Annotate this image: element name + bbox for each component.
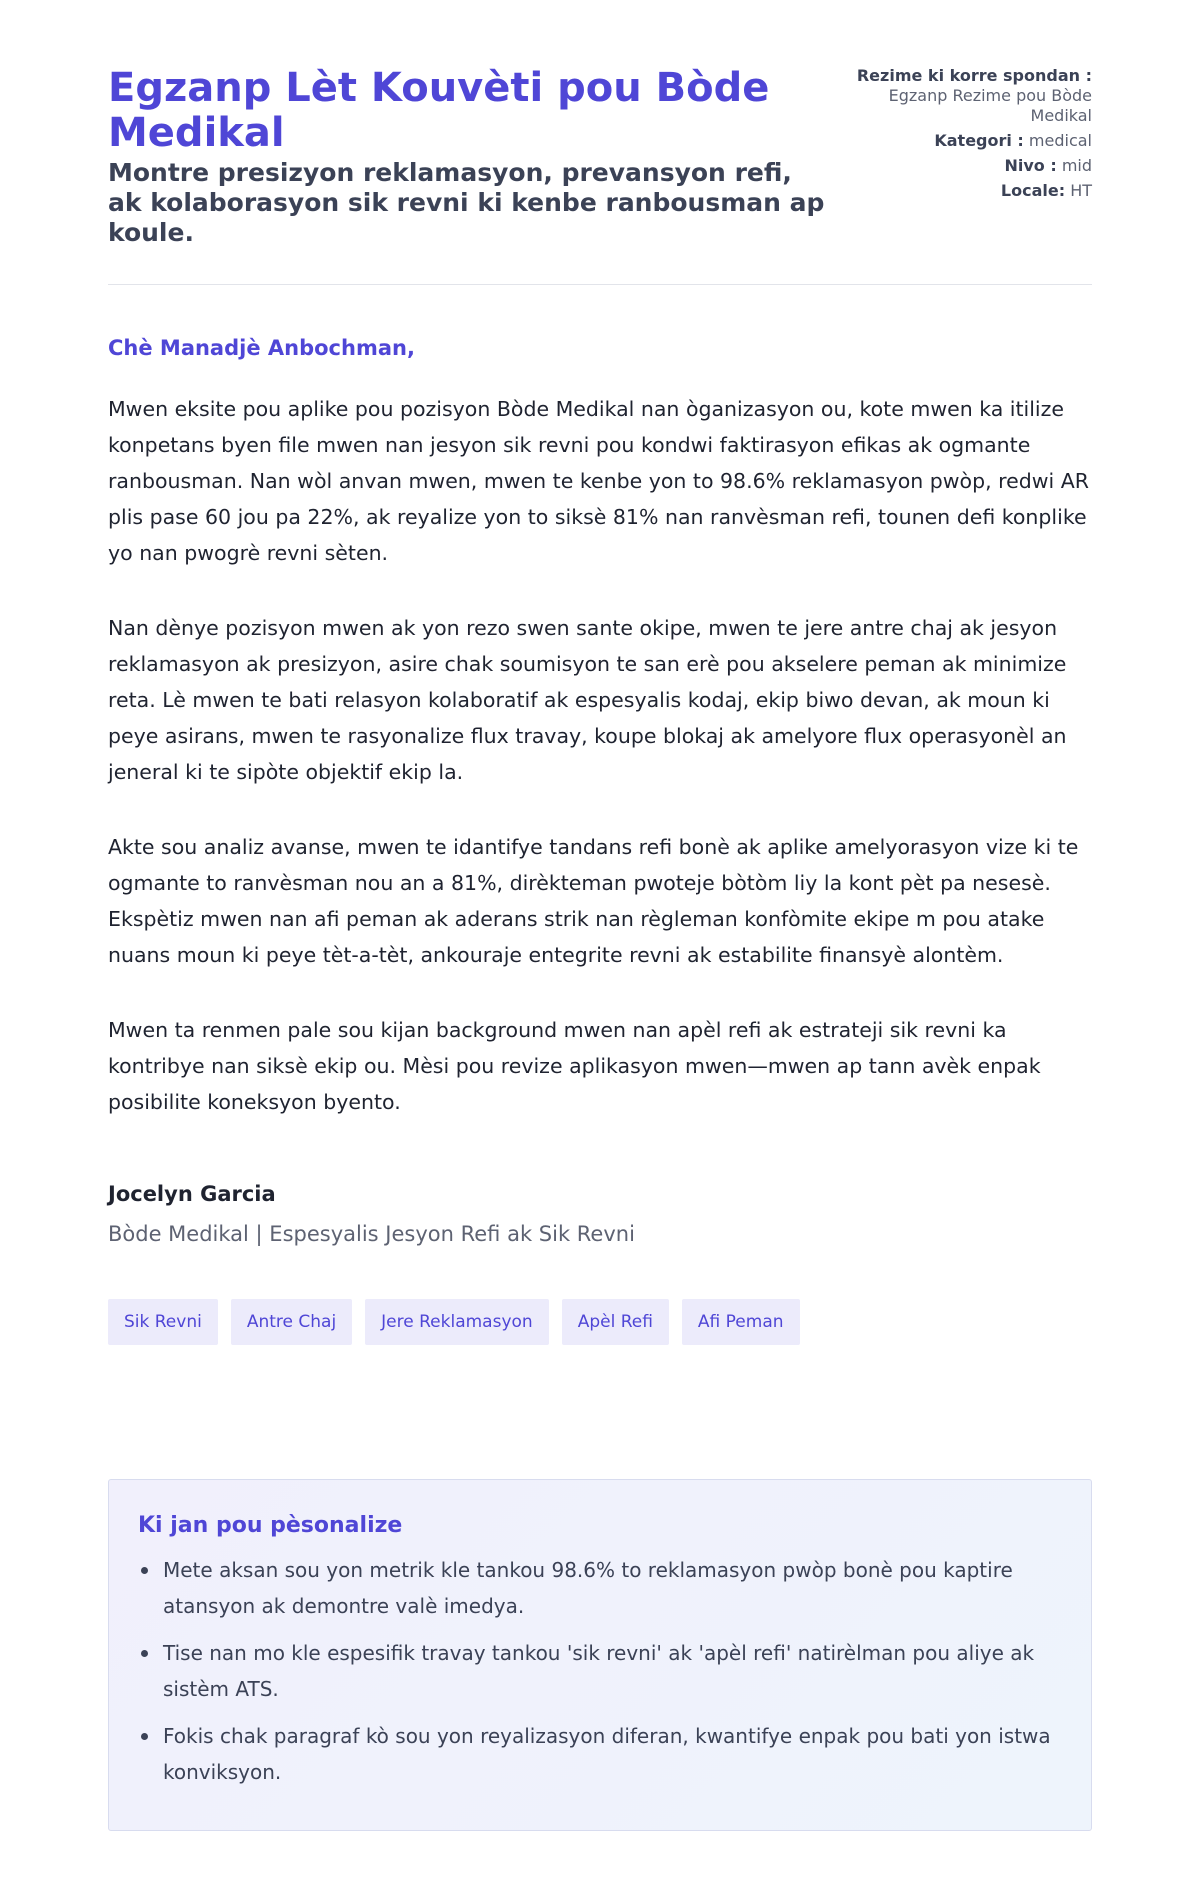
letter-paragraph: Mwen ta renmen pale sou kijan background mwen nan apèl refi ak estrateji sik revni ka kontribye nan siksè ekip ou. Mèsi pou revize aplikasyon mwen—mwen ap tann avèk enpak posibilite koneksyon byento. [108, 1018, 1041, 1114]
meta-locale-value: HT [1070, 181, 1092, 200]
skill-tag: Apèl Refi [562, 1299, 669, 1345]
letter-greeting: Chè Manadjè Anbochman, [108, 336, 415, 360]
tip-item: Mete aksan sou yon metrik kle tankou 98.6% to reklamasyon pwòp bonè pou kaptire atansyon ak demontre valè imedya. [138, 1552, 1062, 1624]
skill-tag: Jere Reklamasyon [365, 1299, 549, 1345]
meta-summary-label: Rezime ki korre spondan : [856, 66, 1092, 85]
meta-locale-label: Locale: [1000, 181, 1066, 200]
page-title: Egzanp Lèt Kouvèti pou Bòde Medikal [108, 65, 770, 156]
meta-level-label: Nivo : [1004, 156, 1057, 175]
signature-role: Bòde Medikal | Espesyalis Jesyon Refi ak Sik Revni [108, 1222, 635, 1246]
page-header [108, 0, 1092, 285]
meta-category-label: Kategori : [934, 131, 1024, 150]
letter-paragraph: Mwen eksite pou aplike pou pozisyon Bòde Medikal nan òganizasyon ou, kote mwen ka itilize konpetans byen file mwen nan jesyon sik revni pou kondwi faktirasyon efikas ak ogmante ranbousman. Nan wòl anvan mwen, mwen te kenbe yon to 98.6% reklamasyon pwòp, redwi AR plis pase 60 jou pa 22%, ak reyalize yon to siksè 81% nan ranvèsman refi, tounen defi konplike yo nan pwogrè revni sèten. [108, 397, 1089, 565]
meta-category [847, 131, 1092, 151]
tips-list [138, 1552, 1062, 1790]
meta-level [847, 156, 1092, 176]
skill-tags [108, 1299, 1092, 1345]
meta-panel [847, 66, 1092, 206]
customization-tips-panel [108, 1479, 1092, 1831]
meta-summary [847, 66, 1092, 126]
tips-title: Ki jan pou pèsonalize [138, 1513, 403, 1538]
letter-paragraph: Akte sou analiz avanse, mwen te idantifye tandans refi bonè ak aplike amelyorasyon vize ki te ogmante to ranvèsman nou an a 81%, dirèkteman pwoteje bòtòm liy la kont pèt pa nesesè. Ekspètiz mwen nan afi peman ak aderans strik nan règleman konfòmite ekipe m pou atake nuans moun ki peye tèt-a-tèt, ankouraje entegrite revni ak estabilite finansyè alontèm. [108, 835, 1079, 967]
meta-summary-value: Egzanp Rezime pou Bòde Medikal [888, 86, 1092, 125]
skill-tag: Afi Peman [682, 1299, 800, 1345]
meta-category-value: medical [1028, 131, 1092, 150]
skill-tag: Sik Revni [108, 1299, 218, 1345]
meta-locale [847, 181, 1092, 201]
signature-name: Jocelyn Garcia [108, 1182, 276, 1206]
meta-level-value: mid [1061, 156, 1092, 175]
letter-body [108, 391, 1092, 1120]
letter-paragraph: Nan dènye pozisyon mwen ak yon rezo swen sante okipe, mwen te jere antre chaj ak jesyon reklamasyon ak presizyon, asire chak soumisyon te san erè pou akselere peman ak minimize reta. Lè mwen te bati relasyon kolaboratif ak espesyalis kodaj, ekip biwo devan, ak moun ki peye asirans, mwen te rasyonalize flux travay, koupe blokaj ak amelyore flux operasyonèl an jeneral ki te sipòte objektif ekip la. [108, 616, 1067, 784]
tip-item: Tise nan mo kle espesifik travay tankou 'sik revni' ak 'apèl refi' natirèlman pou aliye ak sistèm ATS. [138, 1635, 1062, 1707]
page-subtitle: Montre presizyon reklamasyon, prevansyon refi, ak kolaborasyon sik revni ki kenbe ranbousman ap koule. [108, 158, 825, 247]
tip-item: Fokis chak paragraf kò sou yon reyalizasyon diferan, kwantifye enpak pou bati yon istwa konviksyon. [138, 1718, 1062, 1790]
skill-tag: Antre Chaj [231, 1299, 352, 1345]
